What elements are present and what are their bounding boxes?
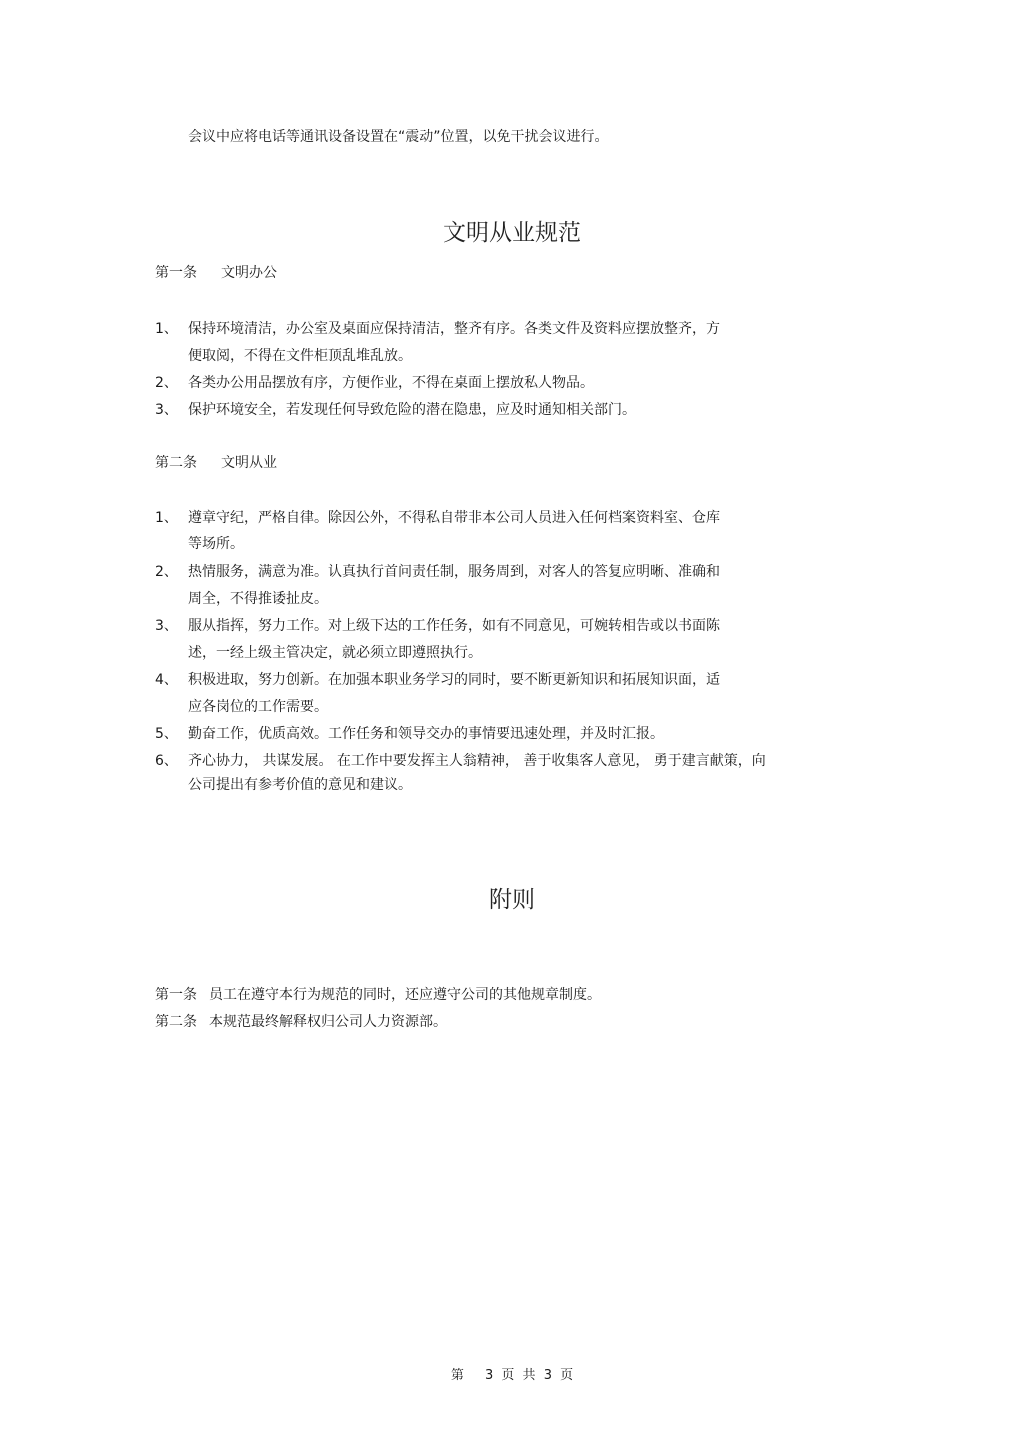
section-title-civil-conduct: 文明从业规范: [443, 220, 581, 246]
article-label: 第二条: [155, 455, 197, 471]
list-item-number: 2、: [155, 564, 178, 580]
list-item-text: 各类办公用品摆放有序，方便作业，不得在桌面上摆放私人物品。: [188, 375, 594, 391]
list-item-text-continued: 应各岗位的工作需要。: [188, 699, 328, 715]
article-title: 文明办公: [221, 265, 277, 281]
supplementary-article: [155, 985, 601, 1005]
list-item-text: 齐心协力， 共谋发展。 在工作中要发挥主人翁精神， 善于收集客人意见， 勇于建言献策，向: [188, 753, 766, 769]
article-text: 员工在遵守本行为规范的同时，还应遵守公司的其他规章制度。: [209, 987, 601, 1003]
list-item-number: 3、: [155, 618, 178, 634]
list-item-number: 6、: [155, 753, 178, 769]
list-item-text: 遵章守纪，严格自律。除因公外，不得私自带非本公司人员进入任何档案资料室、仓库: [188, 510, 720, 526]
article-title: 文明从业: [221, 455, 277, 471]
article-label: 第一条: [155, 987, 197, 1003]
list-item-text-continued: 周全，不得推诿扯皮。: [188, 591, 328, 607]
article-text: 本规范最终解释权归公司人力资源部。: [209, 1014, 447, 1030]
list-item-number: 1、: [155, 510, 178, 526]
list-item-text: 热情服务，满意为准。认真执行首问责任制，服务周到，对客人的答复应明晰、准确和: [188, 564, 720, 580]
list-item-text-continued: 公司提出有参考价值的意见和建议。: [188, 777, 412, 793]
section-title-supplementary: 附则: [489, 887, 535, 913]
article-label: 第二条: [155, 1014, 197, 1030]
article-label: 第一条: [155, 265, 197, 281]
list-item-text: 积极进取，努力创新。在加强本职业务学习的同时，要不断更新知识和拓展知识面，适: [188, 672, 720, 688]
list-item-number: 4、: [155, 672, 178, 688]
list-item-text-continued: 等场所。: [188, 536, 244, 552]
list-item-text: 保持环境清洁，办公室及桌面应保持清洁，整齐有序。各类文件及资料应摆放整齐，方: [188, 321, 720, 337]
supplementary-article: [155, 1012, 447, 1032]
article-heading: [155, 453, 277, 473]
list-item-text-continued: 便取阅，不得在文件柜顶乱堆乱放。: [188, 348, 412, 364]
list-item-text-continued: 述，一经上级主管决定，就必须立即遵照执行。: [188, 645, 482, 661]
intro-paragraph: 会议中应将电话等通讯设备设置在“震动”位置，以免干扰会议进行。: [188, 129, 609, 145]
list-item-number: 5、: [155, 726, 178, 742]
list-item-text: 服从指挥，努力工作。对上级下达的工作任务，如有不同意见，可婉转相告或以书面陈: [188, 618, 720, 634]
article-heading: [155, 263, 277, 283]
list-item-text: 勤奋工作，优质高效。工作任务和领导交办的事情要迅速处理，并及时汇报。: [188, 726, 664, 742]
list-item-text: 保护环境安全，若发现任何导致危险的潜在隐患，应及时通知相关部门。: [188, 402, 636, 418]
page-number-footer: 第 3 页 共 3 页: [450, 1368, 574, 1383]
list-item-number: 3、: [155, 402, 178, 418]
list-item-number: 2、: [155, 375, 178, 391]
list-item-number: 1、: [155, 321, 178, 337]
